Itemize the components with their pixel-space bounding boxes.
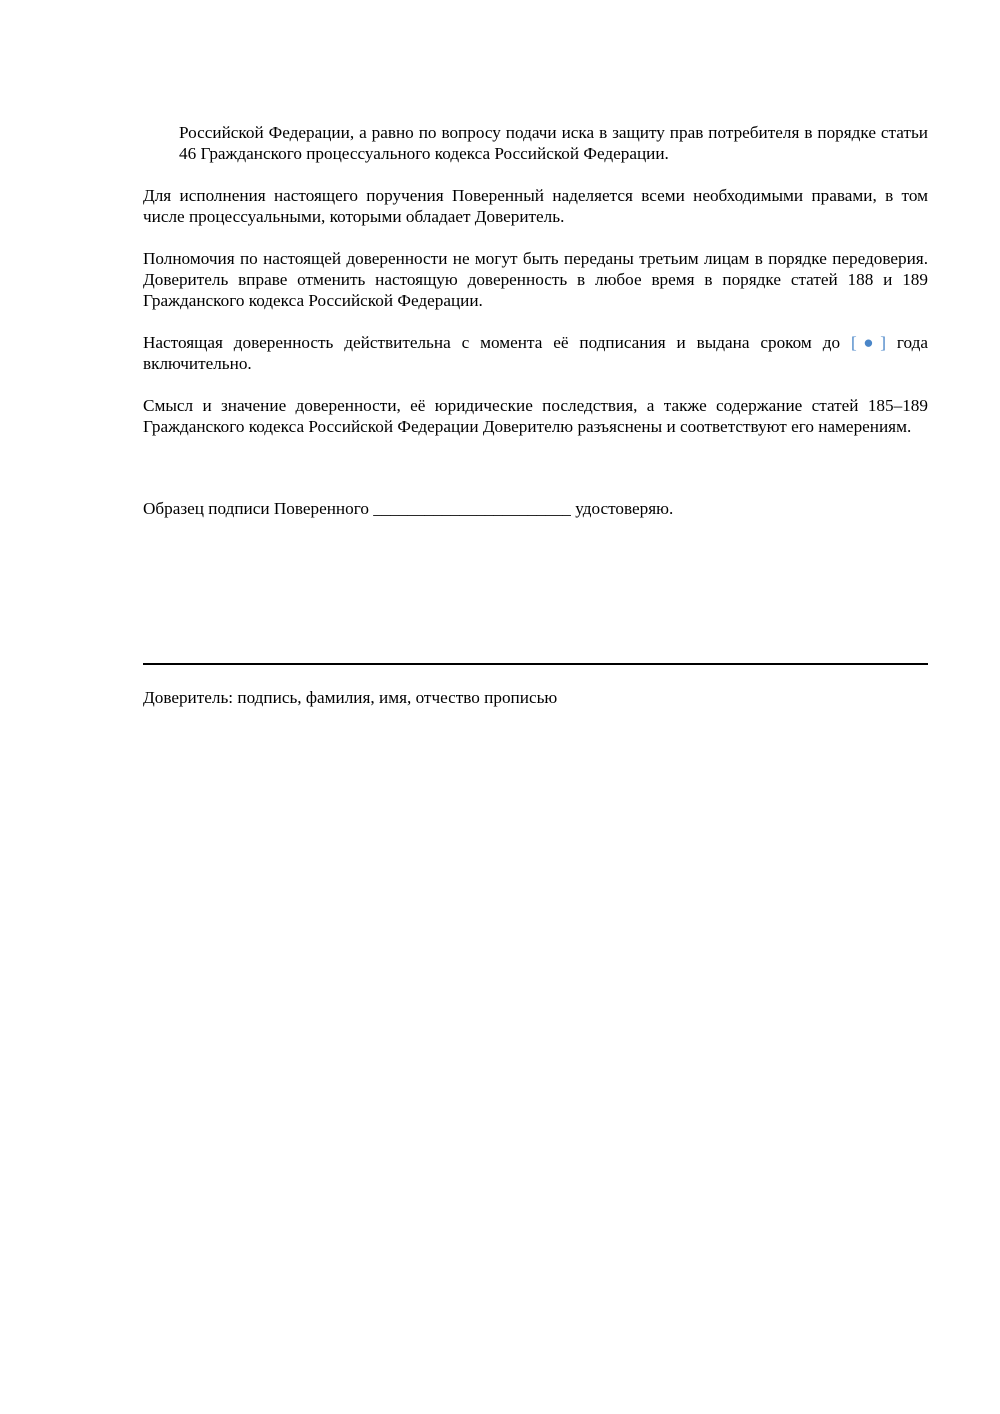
continuation-paragraph: Российской Федерации, а равно по вопросу подачи иска в защиту прав потребителя в порядке статьи 46 Гражданского процессуального кодекса Российской Федерации. bbox=[179, 123, 928, 163]
signature-sample-paragraph bbox=[143, 498, 928, 519]
rights-paragraph: Для исполнения настоящего поручения Поверенный наделяется всеми необходимыми правами, в том числе процессуальными, которыми обладает Доверитель. bbox=[143, 186, 928, 226]
signature-sample-text-end: удостоверяю. bbox=[570, 499, 674, 518]
validity-paragraph bbox=[143, 332, 928, 374]
powers-paragraph: Полномочия по настоящей доверенности не могут быть переданы третьим лицам в порядке передоверия. Доверитель вправе отменить настоящую доверенность в любое время в порядке статей 188 и 189 Гражданского кодекса Российской Федерации. bbox=[143, 249, 928, 310]
signature-line bbox=[143, 663, 928, 665]
meaning-paragraph: Смысл и значение доверенности, её юридические последствия, а также содержание статей 185–189 Гражданского кодекса Российской Федерации Доверителю разъяснены и соответствуют его намерениям. bbox=[143, 396, 928, 436]
signature-sample-blank: _______________________ bbox=[373, 499, 571, 518]
validity-text-start: Настоящая доверенность действительна с момента её подписания и выдана сроком до bbox=[143, 333, 851, 352]
signature-sample-text-start: Образец подписи Поверенного bbox=[143, 499, 374, 518]
signature-caption: Доверитель: подпись, фамилия, имя, отчество прописью bbox=[143, 688, 558, 707]
validity-text-end: года включительно. bbox=[143, 333, 928, 373]
document-body bbox=[143, 122, 928, 519]
date-placeholder: [●] bbox=[850, 333, 886, 352]
